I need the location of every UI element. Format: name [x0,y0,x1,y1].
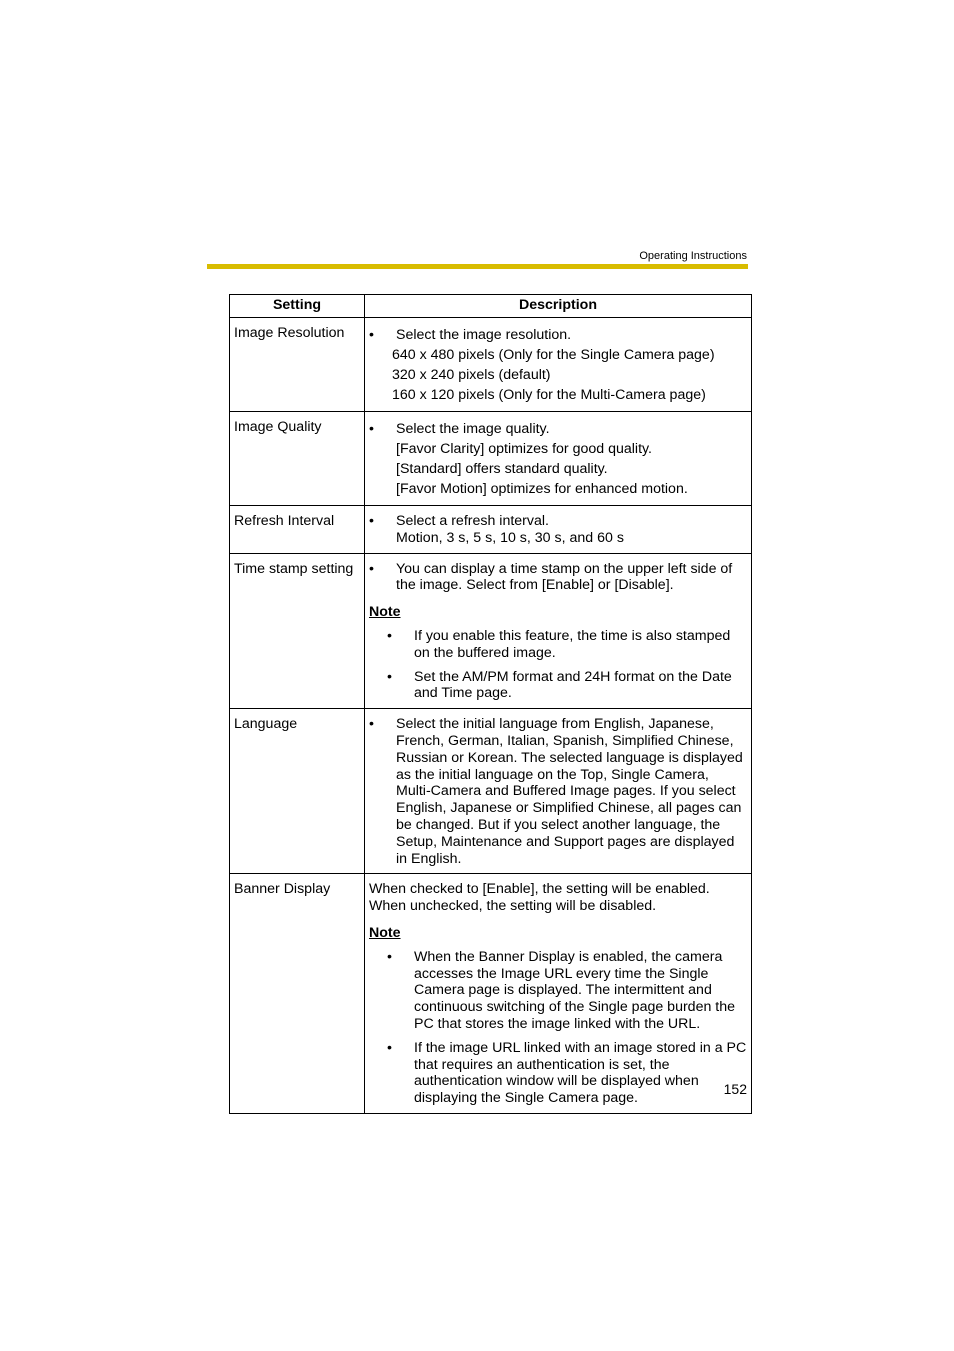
table-row [230,709,752,874]
header-title: Operating Instructions [639,250,747,262]
bullet-item: • Select the initial language from English, Japanese, French, German, Italian, Spanish, Simplified Chinese, Russian or Korean. The selected language is displayed as the initial language on the Top, Single Camera, Multi-Camera and Buffered Image pages. If you select English, Japanese or Simplified Chinese, all pages can be changed. But if you select another language, the Setup, Maintenance and Support pages are displayed in English. [369,716,743,867]
setting-description [365,874,752,1114]
setting-name: Image Quality [230,412,365,506]
setting-name: Image Resolution [230,318,365,412]
table-row [230,874,752,1114]
option-line: 320 x 240 pixels (default) [392,367,551,383]
note-item: • Set the AM/PM format and 24H format on the Date and Time page. [387,668,732,702]
column-header-description: Description [365,295,752,318]
note-item: • If you enable this feature, the time is also stamped on the buffered image. [387,627,731,661]
bullet-item: • Select the image resolution. [369,327,572,343]
bullet-item: • Select a refresh interval. [369,513,549,529]
note-label: Note [369,924,401,941]
settings-table [229,294,752,1114]
table-row [230,553,752,709]
option-line: 160 x 120 pixels (Only for the Multi-Camera page) [392,387,706,403]
description-text: When checked to [Enable], the setting will be enabled. When unchecked, the setting will be disabled. [369,881,710,915]
setting-name: Time stamp setting [230,553,365,709]
option-line: [Favor Clarity] optimizes for good quality. [396,441,652,457]
setting-name: Banner Display [230,874,365,1114]
option-line: [Standard] offers standard quality. [396,461,608,477]
setting-description [365,412,752,506]
table-row [230,412,752,506]
setting-description [365,553,752,709]
table-header-row [230,295,752,318]
note-item: • When the Banner Display is enabled, the camera accesses the Image URL every time the Single Camera page is displayed. The intermittent and continuous switching of the Single page burden the PC that stores the image linked with the URL. [387,948,736,1032]
note-label: Note [369,604,401,621]
option-line: Motion, 3 s, 5 s, 10 s, 30 s, and 60 s [396,529,624,546]
setting-name: Refresh Interval [230,506,365,554]
setting-description [365,709,752,874]
table-row [230,506,752,554]
note-item: • If the image URL linked with an image stored in a PC that requires an authentication is set, the authentication window will be displayed when displaying the Single Camera page. [387,1039,747,1107]
column-header-setting: Setting [230,295,365,318]
setting-name: Language [230,709,365,874]
bullet-item: • Select the image quality. [369,421,550,437]
setting-description [365,506,752,554]
page-number: 152 [723,1081,747,1097]
option-line: [Favor Motion] optimizes for enhanced motion. [396,481,688,497]
setting-description [365,318,752,412]
header-divider-bar [207,264,748,269]
bullet-item: • You can display a time stamp on the upper left side of the image. Select from [Enable] or [Disable]. [369,560,733,594]
option-line: 640 x 480 pixels (Only for the Single Camera page) [392,347,715,363]
table-row [230,318,752,412]
